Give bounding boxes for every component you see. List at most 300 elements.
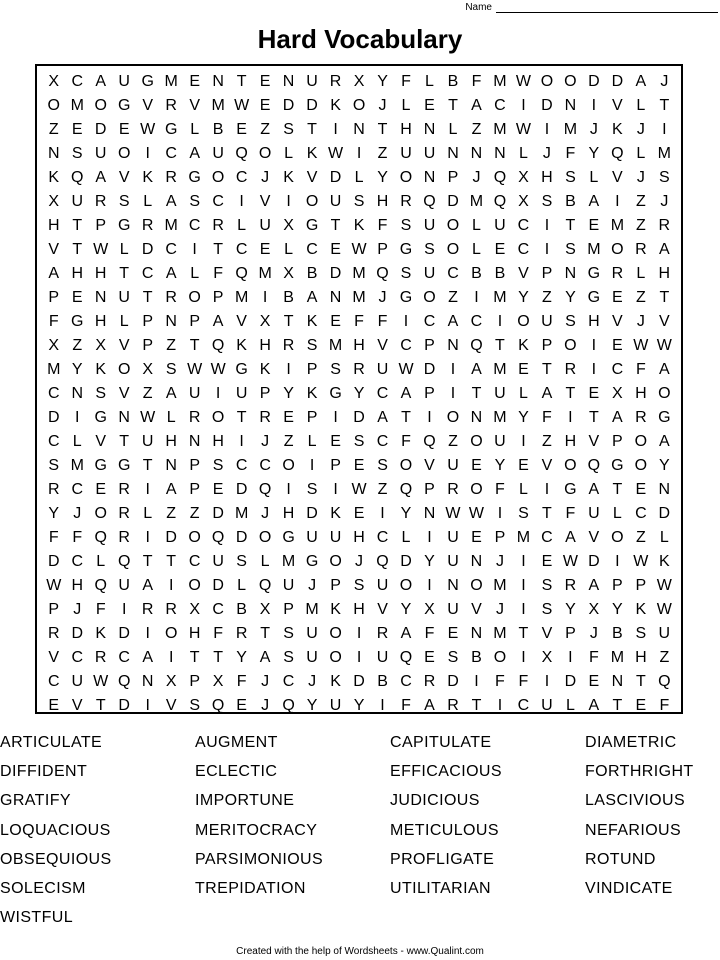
grid-letter: J xyxy=(495,601,504,618)
grid-letter: Z xyxy=(635,217,646,234)
grid-letter: G xyxy=(587,265,601,282)
grid-letter: P xyxy=(189,457,200,474)
grid-letter: M xyxy=(469,193,484,210)
grid-letter: D xyxy=(611,73,624,90)
grid-letter: W xyxy=(633,337,649,354)
grid-letter: I xyxy=(403,313,409,330)
grid-row xyxy=(42,94,676,118)
grid-letter: C xyxy=(212,601,224,618)
grid-letter: M xyxy=(493,361,507,378)
grid-letter: M xyxy=(352,289,366,306)
grid-letter: K xyxy=(659,553,670,570)
grid-letter: N xyxy=(494,145,506,162)
grid-letter: S xyxy=(541,577,553,594)
grid-letter: R xyxy=(165,289,177,306)
grid-letter: N xyxy=(188,433,201,450)
grid-letter: I xyxy=(662,121,667,138)
grid-letter: V xyxy=(306,169,318,186)
grid-letter: O xyxy=(540,73,554,90)
grid-letter: K xyxy=(353,217,365,234)
grid-letter: M xyxy=(352,265,366,282)
grid-letter: C xyxy=(400,337,412,354)
grid-letter: T xyxy=(612,697,623,714)
grid-letter: E xyxy=(518,457,529,474)
grid-letter: I xyxy=(615,193,620,210)
grid-letter: K xyxy=(612,121,623,138)
grid-letter: Q xyxy=(658,673,671,690)
word-list-item: FORTHRIGHT xyxy=(585,762,694,780)
grid-letter: X xyxy=(259,601,271,618)
grid-letter: O xyxy=(446,241,460,258)
grid-letter: P xyxy=(541,265,553,282)
grid-letter: O xyxy=(564,337,577,354)
grid-letter: O xyxy=(517,313,530,330)
grid-letter: F xyxy=(213,625,224,642)
grid-letter: M xyxy=(587,241,601,258)
grid-letter: G xyxy=(305,553,319,570)
grid-letter: L xyxy=(659,529,669,546)
grid-letter: P xyxy=(424,481,435,498)
grid-letter: R xyxy=(329,73,342,90)
grid-letter: A xyxy=(588,481,600,498)
grid-letter: I xyxy=(145,145,150,162)
page-title: Hard Vocabulary xyxy=(257,24,463,54)
grid-letter: R xyxy=(658,217,671,234)
grid-letter: X xyxy=(95,337,107,354)
grid-letter: X xyxy=(588,601,600,618)
grid-letter: L xyxy=(190,265,200,282)
grid-letter: V xyxy=(612,169,623,186)
footer-credit: Created with the help of Wordsheets - www.Qualint.com xyxy=(236,946,484,957)
grid-letter: N xyxy=(423,169,436,186)
grid-letter: L xyxy=(354,169,364,186)
grid-letter: Q xyxy=(493,193,507,210)
grid-letter: Q xyxy=(399,481,413,498)
grid-letter: R xyxy=(400,193,412,210)
grid-letter: C xyxy=(118,649,130,666)
grid-letter: M xyxy=(493,409,507,426)
grid-letter: P xyxy=(189,673,200,690)
grid-letter: E xyxy=(71,121,83,138)
grid-letter: R xyxy=(353,361,365,378)
grid-letter: U xyxy=(71,673,83,690)
grid-letter: D xyxy=(306,97,318,114)
grid-letter: E xyxy=(612,289,623,306)
word-list-row xyxy=(0,787,720,816)
grid-letter: J xyxy=(261,697,270,714)
grid-letter: F xyxy=(659,697,670,714)
grid-letter: P xyxy=(212,289,224,306)
grid-letter: Z xyxy=(166,337,177,354)
grid-letter: N xyxy=(447,577,459,594)
grid-letter: U xyxy=(306,73,318,90)
grid-row xyxy=(42,214,676,238)
grid-letter: S xyxy=(189,697,200,714)
word-list-item: PARSIMONIOUS xyxy=(195,850,324,868)
grid-letter: I xyxy=(262,289,268,306)
grid-letter: D xyxy=(212,577,224,594)
grid-letter: A xyxy=(612,409,623,426)
grid-letter: O xyxy=(423,289,436,306)
grid-letter: G xyxy=(141,73,154,90)
grid-letter: N xyxy=(94,289,107,306)
grid-letter: T xyxy=(166,553,177,570)
grid-letter: Q xyxy=(258,481,272,498)
grid-letter: S xyxy=(353,577,365,594)
grid-row xyxy=(42,574,676,598)
grid-letter: T xyxy=(565,385,576,402)
grid-letter: G xyxy=(587,289,601,306)
grid-letter: M xyxy=(493,577,507,594)
grid-letter: S xyxy=(95,385,107,402)
grid-letter: X xyxy=(612,385,623,402)
grid-letter: C xyxy=(306,241,318,258)
grid-letter: I xyxy=(450,361,456,378)
grid-letter: C xyxy=(376,529,389,546)
grid-letter: Z xyxy=(166,505,177,522)
grid-letter: J xyxy=(472,169,481,186)
grid-letter: W xyxy=(328,145,344,162)
grid-letter: T xyxy=(471,385,482,402)
grid-letter: I xyxy=(333,481,338,498)
grid-letter: K xyxy=(259,361,271,378)
grid-letter: V xyxy=(588,529,600,546)
grid-letter: R xyxy=(447,697,459,714)
grid-letter: I xyxy=(286,481,291,498)
grid-letter: X xyxy=(165,673,177,690)
grid-letter: C xyxy=(141,265,154,282)
grid-letter: X xyxy=(518,193,529,210)
grid-letter: P xyxy=(306,361,318,378)
grid-letter: H xyxy=(188,625,201,642)
grid-letter: Z xyxy=(635,193,646,210)
grid-letter: Y xyxy=(353,697,365,714)
grid-letter: M xyxy=(493,121,507,138)
grid-letter: L xyxy=(589,169,599,186)
grid-letter: I xyxy=(521,601,526,618)
grid-letter: P xyxy=(612,577,623,594)
grid-letter: I xyxy=(521,553,526,570)
grid-letter: G xyxy=(329,385,342,402)
grid-letter: L xyxy=(636,145,646,162)
grid-letter: L xyxy=(518,385,528,402)
grid-letter: U xyxy=(329,193,342,210)
grid-letter: B xyxy=(212,121,224,138)
grid-letter: T xyxy=(495,337,505,354)
grid-letter: E xyxy=(353,457,365,474)
grid-letter: I xyxy=(239,433,244,450)
grid-letter: E xyxy=(518,361,529,378)
grid-letter: U xyxy=(541,697,553,714)
grid-letter: A xyxy=(588,193,600,210)
grid-letter: T xyxy=(236,73,247,90)
grid-letter: C xyxy=(447,265,459,282)
grid-letter: P xyxy=(259,385,271,402)
grid-letter: Z xyxy=(48,121,59,138)
word-list-item: MERITOCRACY xyxy=(195,821,318,839)
grid-letter: R xyxy=(118,529,130,546)
grid-letter: P xyxy=(283,601,294,618)
grid-letter: D xyxy=(47,409,60,426)
grid-letter: S xyxy=(447,649,459,666)
grid-letter: R xyxy=(212,217,224,234)
grid-letter: O xyxy=(399,169,413,186)
grid-letter: L xyxy=(518,145,528,162)
grid-letter: Q xyxy=(211,697,225,714)
grid-letter: X xyxy=(48,193,60,210)
grid-letter: P xyxy=(635,577,647,594)
grid-letter: Q xyxy=(423,433,436,450)
grid-letter: V xyxy=(612,97,623,114)
grid-row xyxy=(42,310,676,334)
grid-letter: I xyxy=(356,649,362,666)
grid-letter: G xyxy=(399,241,413,258)
grid-letter: M xyxy=(328,337,343,354)
grid-letter: O xyxy=(564,73,577,90)
grid-row xyxy=(42,286,676,310)
grid-letter: S xyxy=(71,145,83,162)
grid-letter: B xyxy=(471,649,482,666)
grid-letter: O xyxy=(611,529,624,546)
grid-letter: U xyxy=(306,625,318,642)
grid-letter: S xyxy=(306,337,318,354)
grid-letter: R xyxy=(141,601,154,618)
grid-letter: N xyxy=(353,121,365,138)
grid-letter: X xyxy=(142,361,154,378)
grid-letter: Q xyxy=(211,337,225,354)
grid-letter: I xyxy=(192,241,197,258)
grid-letter: U xyxy=(141,433,154,450)
grid-letter: I xyxy=(544,217,550,234)
grid-letter: A xyxy=(471,361,482,378)
grid-letter: M xyxy=(516,529,531,546)
word-list-row xyxy=(0,757,720,786)
grid-letter: I xyxy=(145,529,150,546)
grid-letter: H xyxy=(94,265,107,282)
grid-letter: U xyxy=(188,385,201,402)
grid-letter: J xyxy=(378,97,387,114)
grid-row xyxy=(42,622,676,646)
grid-letter: F xyxy=(354,313,364,330)
word-list-row xyxy=(0,874,720,903)
grid-letter: W xyxy=(515,73,531,90)
grid-letter: J xyxy=(308,577,317,594)
grid-letter: I xyxy=(568,649,573,666)
grid-letter: N xyxy=(447,145,459,162)
grid-letter: R xyxy=(165,169,177,186)
grid-letter: F xyxy=(495,673,505,690)
grid-row xyxy=(42,406,676,430)
grid-letter: F xyxy=(565,505,576,522)
grid-letter: R xyxy=(611,265,624,282)
grid-letter: X xyxy=(48,73,60,90)
grid-letter: D xyxy=(423,361,436,378)
grid-letter: I xyxy=(333,409,338,426)
grid-letter: R xyxy=(635,409,647,426)
grid-letter: I xyxy=(427,577,432,594)
grid-letter: Q xyxy=(399,649,413,666)
grid-letter: O xyxy=(305,193,319,210)
grid-letter: N xyxy=(470,145,483,162)
grid-letter: K xyxy=(142,169,154,186)
grid-letter: I xyxy=(121,601,127,618)
grid-letter: Y xyxy=(377,169,388,186)
grid-letter: T xyxy=(142,553,153,570)
grid-letter: R xyxy=(447,481,459,498)
grid-letter: F xyxy=(635,361,646,378)
grid-letter: E xyxy=(635,697,647,714)
grid-letter: L xyxy=(143,193,153,210)
grid-letter: U xyxy=(118,577,130,594)
grid-letter: Q xyxy=(423,193,436,210)
grid-letter: Y xyxy=(424,553,435,570)
grid-letter: H xyxy=(588,313,600,330)
grid-letter: B xyxy=(236,601,247,618)
word-list-item: GRATIFY xyxy=(0,792,71,810)
grid-letter: E xyxy=(212,481,224,498)
grid-letter: T xyxy=(213,649,224,666)
grid-letter: X xyxy=(283,265,294,282)
grid-letter: U xyxy=(494,433,506,450)
grid-letter: S xyxy=(118,193,130,210)
grid-letter: H xyxy=(71,265,83,282)
grid-letter: U xyxy=(212,553,224,570)
grid-letter: U xyxy=(423,265,436,282)
grid-letter: E xyxy=(588,217,600,234)
grid-letter: U xyxy=(376,577,389,594)
grid-letter: M xyxy=(70,97,84,114)
word-list-item: OBSEQUIOUS xyxy=(0,850,112,868)
grid-letter: M xyxy=(234,505,249,522)
grid-letter: H xyxy=(353,601,365,618)
grid-letter: M xyxy=(610,217,625,234)
grid-letter: P xyxy=(447,169,459,186)
grid-letter: I xyxy=(286,193,291,210)
grid-letter: I xyxy=(239,193,244,210)
word-list-item: DIAMETRIC xyxy=(585,733,677,751)
grid-letter: L xyxy=(119,241,129,258)
grid-letter: A xyxy=(541,385,553,402)
grid-letter: D xyxy=(47,553,60,570)
grid-letter: S xyxy=(306,481,318,498)
grid-letter: Z xyxy=(635,529,646,546)
grid-letter: X xyxy=(259,313,271,330)
grid-row xyxy=(42,646,676,670)
grid-letter: Z xyxy=(471,121,482,138)
grid-letter: P xyxy=(424,337,435,354)
grid-letter: B xyxy=(494,265,506,282)
grid-letter: K xyxy=(306,385,318,402)
grid-letter: S xyxy=(377,457,388,474)
grid-letter: T xyxy=(659,97,670,114)
grid-letter: F xyxy=(588,649,599,666)
grid-letter: R xyxy=(259,409,271,426)
grid-letter: C xyxy=(235,457,248,474)
grid-letter: Y xyxy=(400,601,412,618)
grid-letter: N xyxy=(423,505,436,522)
grid-letter: G xyxy=(164,121,178,138)
grid-letter: T xyxy=(142,289,153,306)
grid-letter: J xyxy=(308,673,317,690)
grid-letter: Y xyxy=(377,73,388,90)
grid-letter: O xyxy=(94,505,107,522)
grid-letter: I xyxy=(497,697,503,714)
grid-letter: F xyxy=(72,529,83,546)
grid-letter: T xyxy=(635,673,646,690)
word-list-item: TREPIDATION xyxy=(195,880,306,898)
grid-letter: I xyxy=(474,289,479,306)
grid-letter: W xyxy=(515,121,531,138)
grid-letter: P xyxy=(377,241,388,258)
grid-letter: A xyxy=(659,433,670,450)
grid-letter: P xyxy=(48,289,60,306)
grid-row xyxy=(42,670,676,694)
grid-letter: A xyxy=(659,241,670,258)
grid-letter: C xyxy=(470,313,483,330)
grid-letter: T xyxy=(189,337,200,354)
grid-letter: V xyxy=(48,649,60,666)
grid-letter: I xyxy=(591,361,597,378)
grid-letter: T xyxy=(542,361,552,378)
grid-letter: S xyxy=(659,169,670,186)
grid-letter: U xyxy=(447,457,459,474)
grid-letter: S xyxy=(565,241,576,258)
grid-letter: L xyxy=(190,121,200,138)
grid-letter: D xyxy=(588,553,600,570)
grid-letter: I xyxy=(356,625,362,642)
grid-letter: O xyxy=(611,241,624,258)
grid-letter: V xyxy=(612,313,623,330)
grid-letter: S xyxy=(165,361,177,378)
grid-letter: R xyxy=(635,241,647,258)
grid-letter: B xyxy=(565,193,576,210)
word-list-item: LOQUACIOUS xyxy=(0,821,111,839)
grid-letter: S xyxy=(189,193,200,210)
grid-letter: T xyxy=(213,241,224,258)
grid-letter: H xyxy=(71,577,83,594)
grid-letter: N xyxy=(165,457,177,474)
grid-letter: D xyxy=(306,505,318,522)
grid-row xyxy=(42,238,676,262)
grid-letter: S xyxy=(353,433,365,450)
grid-letter: M xyxy=(70,457,84,474)
grid-letter: H xyxy=(400,121,412,138)
grid-letter: Y xyxy=(48,505,60,522)
grid-letter: P xyxy=(189,481,200,498)
grid-letter: I xyxy=(75,409,80,426)
grid-letter: P xyxy=(306,409,318,426)
grid-letter: V xyxy=(95,433,107,450)
grid-letter: D xyxy=(71,625,83,642)
grid-letter: O xyxy=(329,649,342,666)
grid-letter: C xyxy=(423,313,436,330)
grid-letter: U xyxy=(400,145,412,162)
grid-row xyxy=(42,262,676,286)
grid-letter: F xyxy=(401,433,411,450)
grid-letter: V xyxy=(189,97,200,114)
grid-letter: Q xyxy=(611,145,624,162)
grid-letter: N xyxy=(658,481,671,498)
grid-letter: I xyxy=(591,97,597,114)
grid-letter: L xyxy=(448,121,458,138)
grid-letter: V xyxy=(165,697,177,714)
grid-letter: N xyxy=(470,409,483,426)
grid-letter: T xyxy=(448,97,458,114)
grid-letter: M xyxy=(493,73,507,90)
word-list-item: ROTUND xyxy=(585,850,656,868)
grid-letter: N xyxy=(212,73,224,90)
grid-letter: C xyxy=(188,553,201,570)
